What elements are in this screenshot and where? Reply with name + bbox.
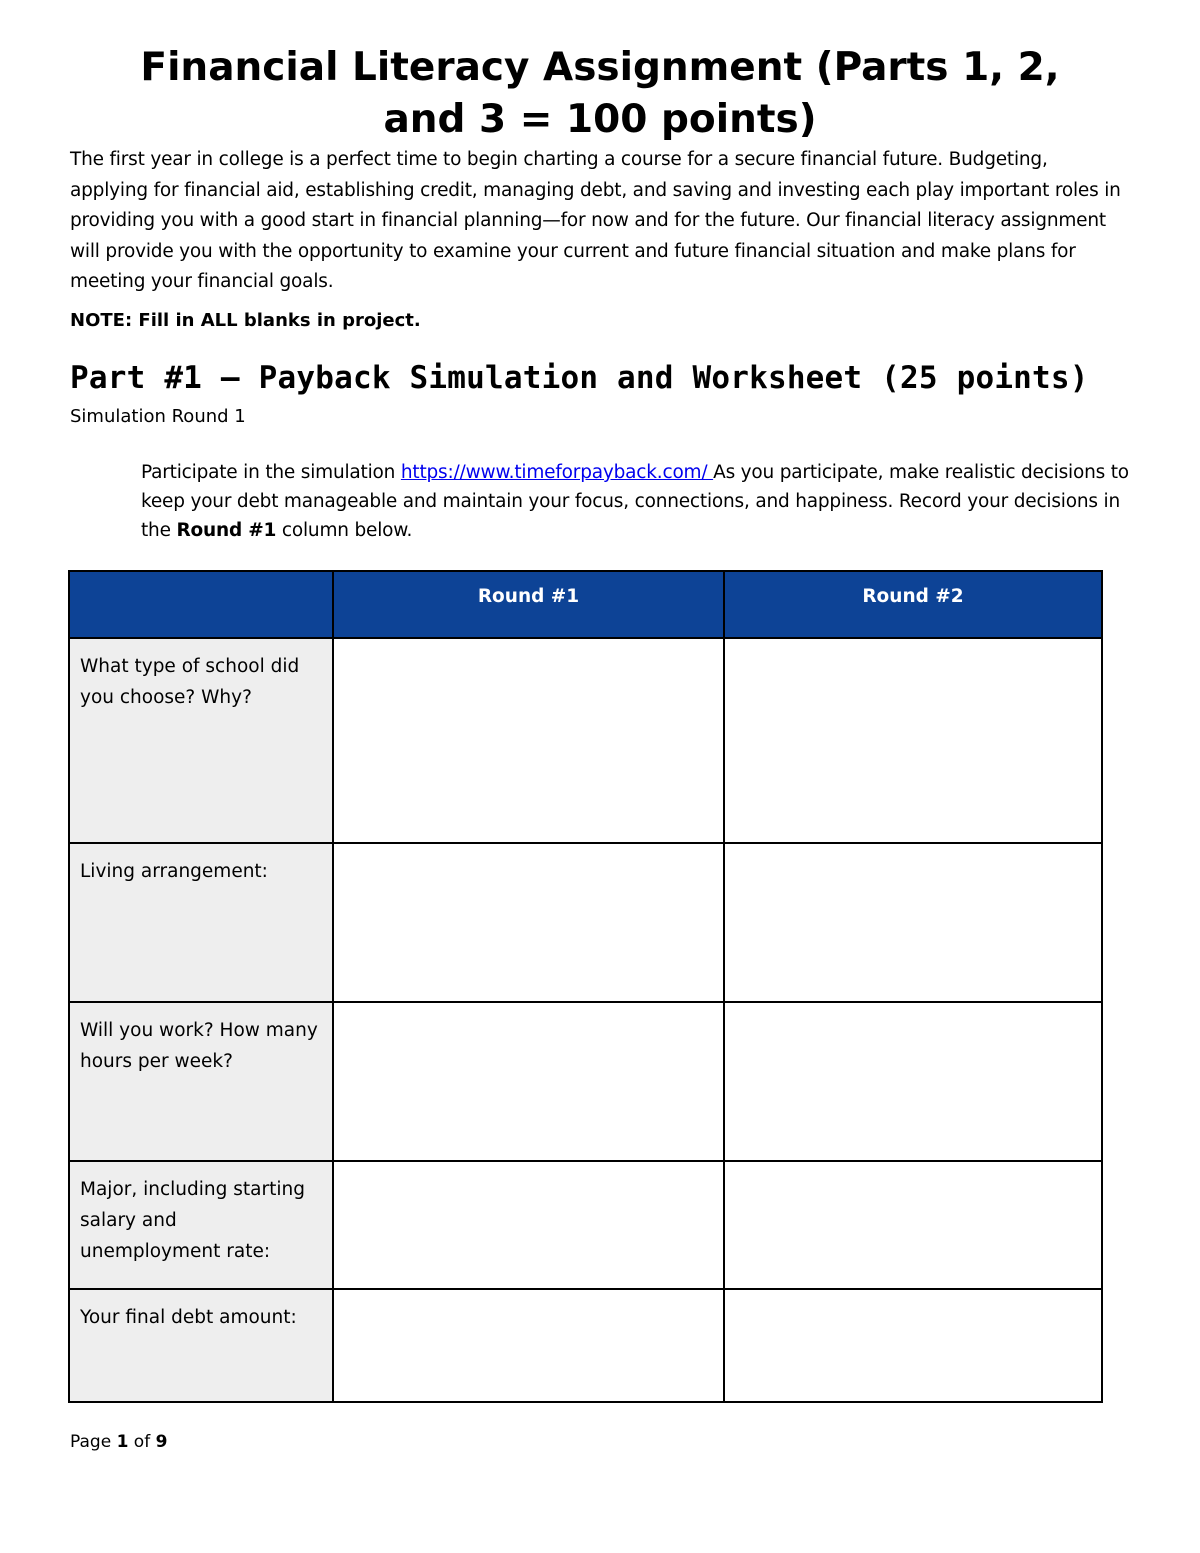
round1-major-cell[interactable]	[333, 1161, 724, 1289]
header-round-1: Round #1	[333, 571, 724, 638]
table-row	[69, 1161, 1102, 1289]
header-round-2: Round #2	[724, 571, 1102, 638]
table-row	[69, 638, 1102, 843]
table-row	[69, 1002, 1102, 1161]
round-worksheet-table	[68, 570, 1103, 1403]
round1-work-cell[interactable]	[333, 1002, 724, 1161]
footer-total-pages: 9	[155, 1432, 168, 1452]
instructions-end: column below.	[276, 520, 413, 541]
footer-current-page: 1	[116, 1432, 129, 1452]
page-number-footer	[70, 1432, 167, 1452]
row-label-living: Living arrangement:	[69, 843, 333, 1002]
payback-link[interactable]: https://www.timeforpayback.com/	[400, 462, 714, 483]
intro-paragraph: The first year in college is a perfect time to begin charting a course for a secure financial future. Budgeting, applying for financial aid, establishing credit, managing debt, and saving and investing each play important roles in providing you with a good start in financial planning—for now and for the future. Our financial literacy assignment will provide you with the opportunity to examine your current and future financial situation and make plans for meeting your financial goals.	[70, 149, 1121, 292]
title-line-2: and 3 = 100 points)	[383, 97, 817, 142]
table-row	[69, 843, 1102, 1002]
round2-work-cell[interactable]	[724, 1002, 1102, 1161]
row-label-work: Will you work? How many hours per week?	[69, 1002, 333, 1161]
title-line-1: Financial Literacy Assignment (Parts 1, 2,	[140, 45, 1060, 90]
round1-living-cell[interactable]	[333, 843, 724, 1002]
row-label-school: What type of school did you choose? Why?	[69, 638, 333, 843]
document-title	[60, 42, 1140, 146]
footer-of-word: of	[128, 1432, 156, 1452]
table-header-row	[69, 571, 1102, 638]
round2-living-cell[interactable]	[724, 843, 1102, 1002]
round2-major-cell[interactable]	[724, 1161, 1102, 1289]
round2-debt-cell[interactable]	[724, 1289, 1102, 1402]
instructions-round-label: Round #1	[176, 520, 277, 541]
row-label-major: Major, including starting salary and unemployment rate:	[69, 1161, 333, 1289]
row-label-debt: Your final debt amount:	[69, 1289, 333, 1402]
header-empty-cell	[69, 571, 333, 638]
part1-heading: Part #1 – Payback Simulation and Worksheet (25 points)	[70, 360, 1089, 396]
part1-subheading: Simulation Round 1	[70, 406, 246, 427]
instructions-body: As you participate, make realistic decisions to keep your debt manageable and maintain your focus, connections, and happiness. Record your decisions in the	[141, 462, 1129, 541]
table-row	[69, 1289, 1102, 1402]
round1-debt-cell[interactable]	[333, 1289, 724, 1402]
note-text: NOTE: Fill in ALL blanks in project.	[70, 310, 421, 331]
footer-page-word: Page	[70, 1432, 117, 1452]
part1-instructions	[141, 458, 1131, 545]
round2-school-cell[interactable]	[724, 638, 1102, 843]
round1-school-cell[interactable]	[333, 638, 724, 843]
instructions-intro: Participate in the simulation	[141, 462, 401, 483]
